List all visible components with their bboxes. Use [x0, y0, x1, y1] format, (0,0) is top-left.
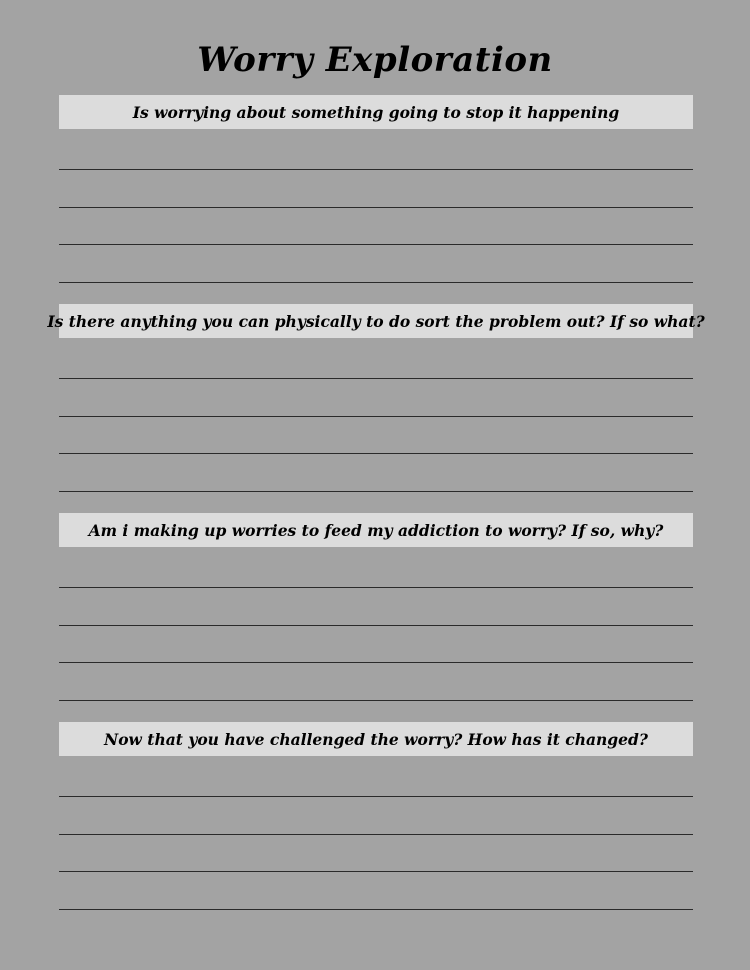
answer-line[interactable] [59, 796, 693, 797]
question-text: Is worrying about something going to stop it happening [132, 102, 620, 122]
answer-line[interactable] [59, 169, 693, 170]
answer-line[interactable] [59, 625, 693, 626]
question-section-3 [59, 513, 693, 547]
answer-line[interactable] [59, 871, 693, 872]
answer-line[interactable] [59, 662, 693, 663]
answer-line[interactable] [59, 207, 693, 208]
question-text: Now that you have challenged the worry? How has it changed? [104, 729, 648, 749]
answer-line[interactable] [59, 378, 693, 379]
question-text: Is there anything you can physically to do sort the problem out? If so what? [47, 311, 705, 331]
answer-line[interactable] [59, 700, 693, 701]
answer-line[interactable] [59, 453, 693, 454]
question-box [59, 722, 693, 756]
answer-line[interactable] [59, 416, 693, 417]
question-box [47, 304, 705, 338]
answer-line[interactable] [59, 834, 693, 835]
question-box [59, 95, 693, 129]
answer-line[interactable] [59, 491, 693, 492]
page-title: Worry Exploration [197, 40, 553, 80]
answer-line[interactable] [59, 244, 693, 245]
question-text: Am i making up worries to feed my addiction to worry? If so, why? [88, 520, 664, 540]
answer-line[interactable] [59, 282, 693, 283]
question-section-2 [47, 304, 705, 338]
question-box [59, 513, 693, 547]
question-section-4 [59, 722, 693, 756]
question-section-1 [59, 95, 693, 129]
answer-line[interactable] [59, 587, 693, 588]
answer-line[interactable] [59, 909, 693, 910]
